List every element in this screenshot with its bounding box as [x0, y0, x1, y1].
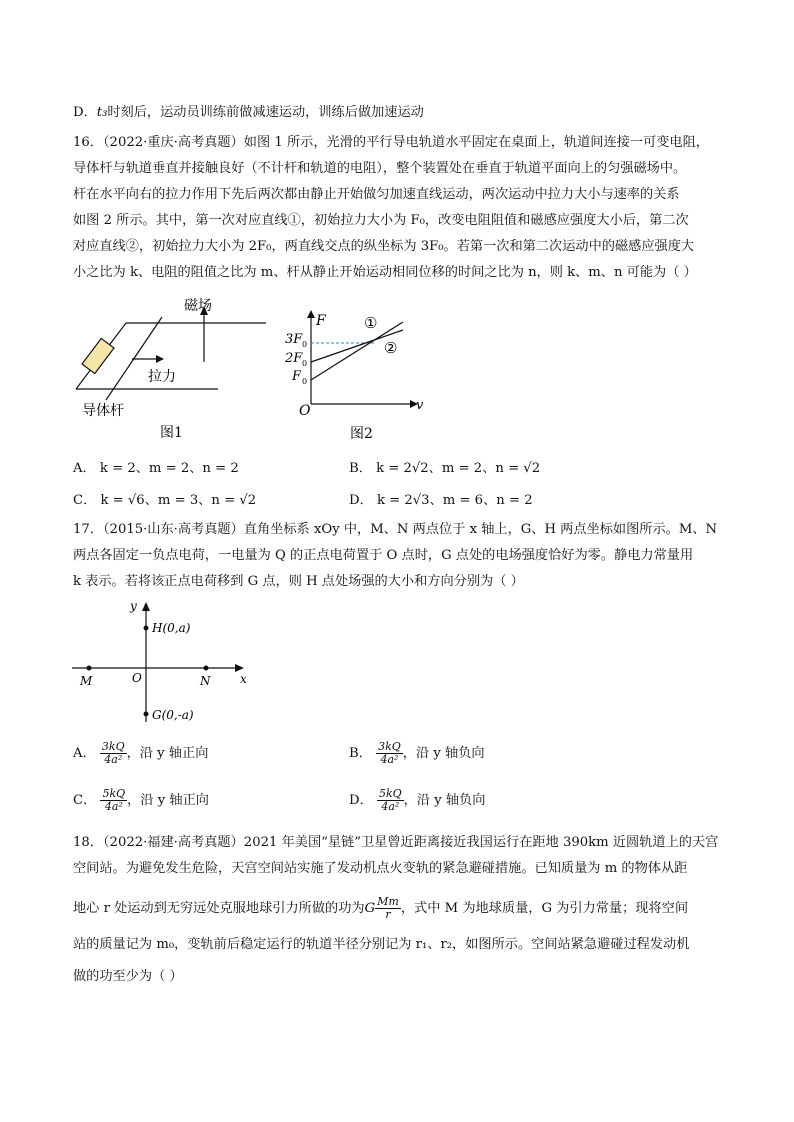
- q17-line-3: k 表示。若将该正点电荷移到 G 点，则 H 点处场强的大小和方向分别为（ ）: [73, 574, 524, 589]
- q17-option-a-fraction: [100, 741, 127, 766]
- x-axis-label: x: [240, 672, 247, 686]
- q16-figure-1: [70, 292, 270, 442]
- q16-line-6: 小之比为 k、电阻的阻值之比为 m、杆从静止开始运动相同位移的时间之比为 n，则 k、m、n 可能为（ ）: [73, 265, 697, 280]
- q17-option-b-text: ，沿 y 轴负向: [402, 746, 485, 761]
- line-2-label: ②: [384, 339, 398, 357]
- q16-figure-2: [280, 310, 430, 445]
- q18-formula-denominator: r: [385, 908, 391, 921]
- q18-line-1: 18．（2022·福建·高考真题）2021 年美国“星链”卫星曾近距离接近我国运行在距地 390km 近圆轨道上的天宫: [73, 835, 719, 850]
- q16-option-c: C． k = √6、m = 3、n = √2: [73, 493, 257, 508]
- x-axis-arrowhead: [235, 664, 244, 672]
- y-axis-label: y: [130, 599, 137, 613]
- q17-option-b-denominator: 4a²: [380, 753, 399, 766]
- q18-line-2: 空间站。为避免发生危险，天宫空间站实施了发动机点火变轨的紧急避碰措施。已知质量为 m 的物体从距: [73, 861, 688, 876]
- q16-line-4: 如图 2 所示。其中，第一次对应直线①，初始拉力大小为 F₀，改变电阻阻值和磁感应强度大小后，第二次: [73, 213, 689, 228]
- tick-f0-sub: 0: [302, 377, 308, 386]
- tick-2f0-sub: 0: [302, 359, 308, 368]
- figure-1-caption: 图1: [160, 425, 183, 441]
- q17-option-b-numerator: 3kQ: [378, 740, 401, 753]
- q18-formula-numerator: Mm: [377, 895, 399, 908]
- figure-2-caption: 图2: [350, 426, 373, 442]
- q16-line-3: 杆在水平向右的拉力作用下先后两次都由静止开始做匀加速直线运动，两次运动中拉力大小与速率的关系: [73, 187, 680, 202]
- tick-2f0: 2F: [285, 351, 303, 366]
- f-axis-arrowhead: [307, 310, 315, 318]
- q17-line-2: 两点各固定一负点电荷，一电量为 Q 的正点电荷置于 O 点时，G 点处的电场强度恰好为零。静电力常量用: [73, 548, 694, 563]
- point-m: [87, 666, 92, 671]
- f-axis-label: F: [316, 313, 326, 329]
- q16-line-1: 16．（2022·重庆·高考真题）如图 1 所示，光滑的平行导电轨道水平固定在桌面上，轨道间连接一可变电阻，: [73, 135, 709, 150]
- q17-option-d-label: D．: [349, 793, 373, 808]
- q18-line-4: 站的质量记为 m₀，变轨前后稳定运行的轨道半径分别记为 r₁、r₂，如图所示。空间站紧急避碰过程发动机: [73, 937, 690, 952]
- q16-option-b: B． k = 2√2、m = 2、n = √2: [349, 461, 541, 476]
- tick-3f0: 3F: [285, 332, 303, 347]
- origin-label: O: [299, 403, 311, 419]
- label-o: O: [132, 671, 142, 685]
- q15-option-d: [73, 104, 733, 122]
- label-n: N: [200, 674, 211, 688]
- variable-resistor: [82, 338, 114, 373]
- q18-formula-fraction: [375, 896, 401, 921]
- q17-option-a-numerator: 3kQ: [101, 740, 125, 753]
- label-g: G(0,-a): [152, 708, 194, 722]
- q17-option-a: [73, 741, 208, 766]
- v-axis-label: v: [416, 398, 424, 413]
- q18-line-3: [73, 896, 733, 921]
- y-axis-arrowhead: [142, 602, 150, 611]
- q17-option-d-denominator: 4a²: [381, 800, 400, 813]
- q17-option-a-denominator: 4a²: [104, 753, 123, 766]
- q15-option-d-symbol: t₃: [96, 105, 108, 120]
- q16-option-d: D． k = 2√3、m = 6、n = 2: [349, 493, 533, 508]
- q17-option-b: [349, 741, 485, 766]
- q17-option-c-numerator: 5kQ: [102, 787, 126, 800]
- line-1-label: ①: [364, 314, 378, 332]
- q17-option-d-fraction: [377, 788, 404, 813]
- q18-line-5: 做的功至少为（ ）: [73, 969, 183, 984]
- q17-option-c: [73, 788, 209, 813]
- q17-option-d-text: ，沿 y 轴负向: [403, 793, 486, 808]
- point-g: [144, 712, 149, 717]
- q17-option-b-label: B．: [349, 746, 372, 761]
- label-h: H(0,a): [152, 621, 191, 635]
- q18-line-3-end: ，式中 M 为地球质量，G 为引力常量；现将空间: [400, 901, 689, 916]
- q17-option-c-text: ，沿 y 轴正向: [127, 793, 209, 808]
- pull-force-arrowhead: [156, 355, 164, 363]
- rod-label: 导体杆: [82, 403, 124, 419]
- magnetic-field-label: 磁场: [184, 298, 212, 314]
- q15-option-d-label: D．: [73, 105, 97, 120]
- q16-line-5: 对应直线②，初始拉力大小为 2F₀，两直线交点的纵坐标为 3F₀。若第一次和第二次运动中的磁感应强度大: [73, 239, 695, 254]
- q17-option-a-label: A．: [73, 746, 96, 761]
- q17-option-d: [349, 788, 485, 813]
- q16-option-a: A． k = 2、m = 2、n = 2: [73, 461, 239, 476]
- q17-option-c-denominator: 4a²: [104, 800, 123, 813]
- tick-3f0-sub: 0: [302, 340, 308, 349]
- q17-line-1: 17．（2015·山东·高考真题）直角坐标系 xOy 中，M、N 两点位于 x 轴上，G、H 两点坐标如图所示。M、N: [73, 522, 718, 537]
- q18-line-3-start: 地心 r 处运动到无穷远处克服地球引力所做的功为: [73, 901, 365, 916]
- q17-option-d-numerator: 5kQ: [378, 787, 402, 800]
- q16-line-2: 导体杆与轨道垂直并接触良好（不计杆和轨道的电阻），整个装置处在垂直于轨道平面向上的匀强磁场中。: [73, 161, 687, 176]
- label-m: M: [80, 674, 93, 688]
- pull-force-label: 拉力: [148, 369, 176, 385]
- q15-option-d-text: 时刻后，运动员训练前做减速运动，训练后做加速运动: [107, 105, 424, 120]
- q17-option-c-label: C．: [73, 793, 97, 808]
- point-n: [204, 666, 209, 671]
- point-h: [144, 626, 149, 631]
- tick-f0: F: [292, 369, 302, 384]
- q17-coordinate-figure: [70, 598, 270, 726]
- q17-option-c-fraction: [100, 788, 127, 813]
- q18-formula-g: G: [364, 901, 376, 916]
- q17-option-a-text: ，沿 y 轴正向: [126, 746, 209, 761]
- q17-option-b-fraction: [376, 741, 403, 766]
